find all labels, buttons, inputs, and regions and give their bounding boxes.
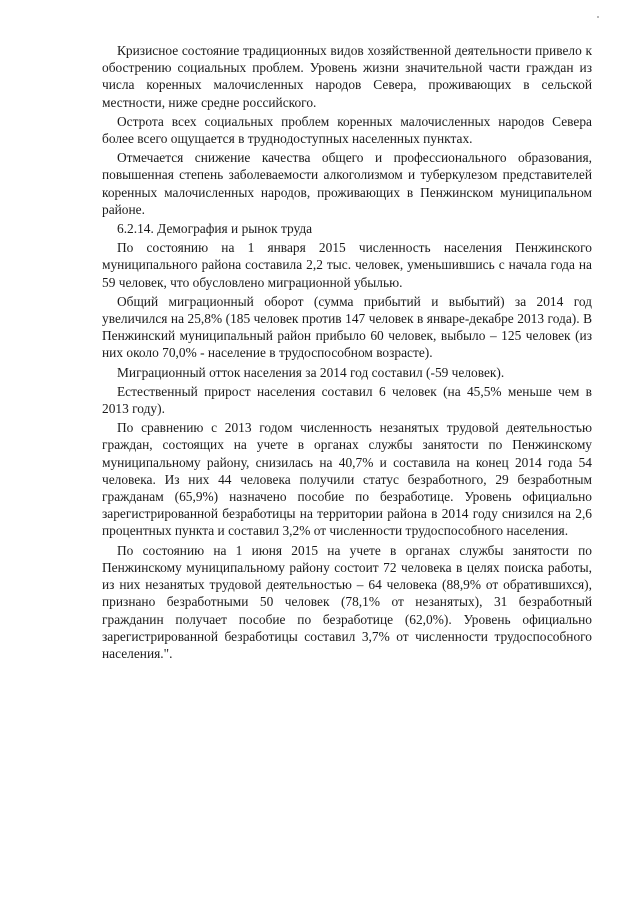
scan-speck: [597, 16, 599, 18]
document-body: [102, 42, 592, 664]
paragraph-population: По состоянию на 1 января 2015 численность населения Пенжинского муниципального района составила 2,2 тыс. человек, уменьшившись с начала года на 59 человек, что обусловлено миграционной убылью.: [102, 240, 592, 290]
paragraph-crisis: Кризисное состояние традиционных видов хозяйственной деятельности привело к обострению социальных проблем. Уровень жизни значительной части граждан из числа коренных малочисленных народов Севера, проживающих в сельской местности, ниже средне российского.: [102, 43, 592, 110]
paragraph-education: Отмечается снижение качества общего и профессионального образования, повышенная степень заболеваемости алкоголизмом и туберкулезом представителей коренных малочисленных народов, проживающих в Пенжинском муниципальном районе.: [102, 150, 592, 217]
section-heading: 6.2.14. Демография и рынок труда: [117, 221, 313, 237]
paragraph-unemployment-2014: По сравнению с 2013 годом численность незанятых трудовой деятельностью граждан, состоящих на учете в органах службы занятости по Пенжинскому муниципальному району, снизилась на 40,7% и составила на конец 2014 года 54 человека. Из них 44 человека получили статус безработного, 29 безработным гражданам (65,9%) назначено пособие по безработице. Уровень официально зарегистрированной безработицы на территории района в 2014 году снизился на 2,6 процентных пункта и составил 3,2% от численности трудоспособного населения.: [102, 420, 592, 539]
paragraph-migration-outflow: Миграционный отток населения за 2014 год составил (-59 человек).: [117, 364, 505, 380]
paragraph-social-problems: Острота всех социальных проблем коренных малочисленных народов Севера более всего ощущается в труднодоступных населенных пунктах.: [102, 113, 592, 147]
paragraph-unemployment-2015: По состоянию на 1 июня 2015 на учете в органах службы занятости по Пенжинскому муниципальному району состоит 72 человека в целях поиска работы, из них незанятых трудовой деятельностью – 64 человека (88,9% от обратившихся), признано безработными 50 человек (78,1% от незанятых), 31 безработный гражданин получает пособие по безработице (62,0%). Уровень официально зарегистрированной безработицы составил 3,7% от численности трудоспособного населения.".: [102, 542, 592, 661]
paragraph-natural-growth: Естественный прирост населения составил 6 человек (на 45,5% меньше чем в 2013 году).: [102, 383, 592, 417]
paragraph-migration-turnover: Общий миграционный оборот (сумма прибытий и выбытий) за 2014 год увеличился на 25,8% (185 человек против 147 человек в январе-декабре 2013 года). В Пенжинский муниципальный район прибыло 60 человек, выбыло – 125 человек (из них около 70,0% - население в трудоспособном возрасте).: [102, 293, 592, 361]
